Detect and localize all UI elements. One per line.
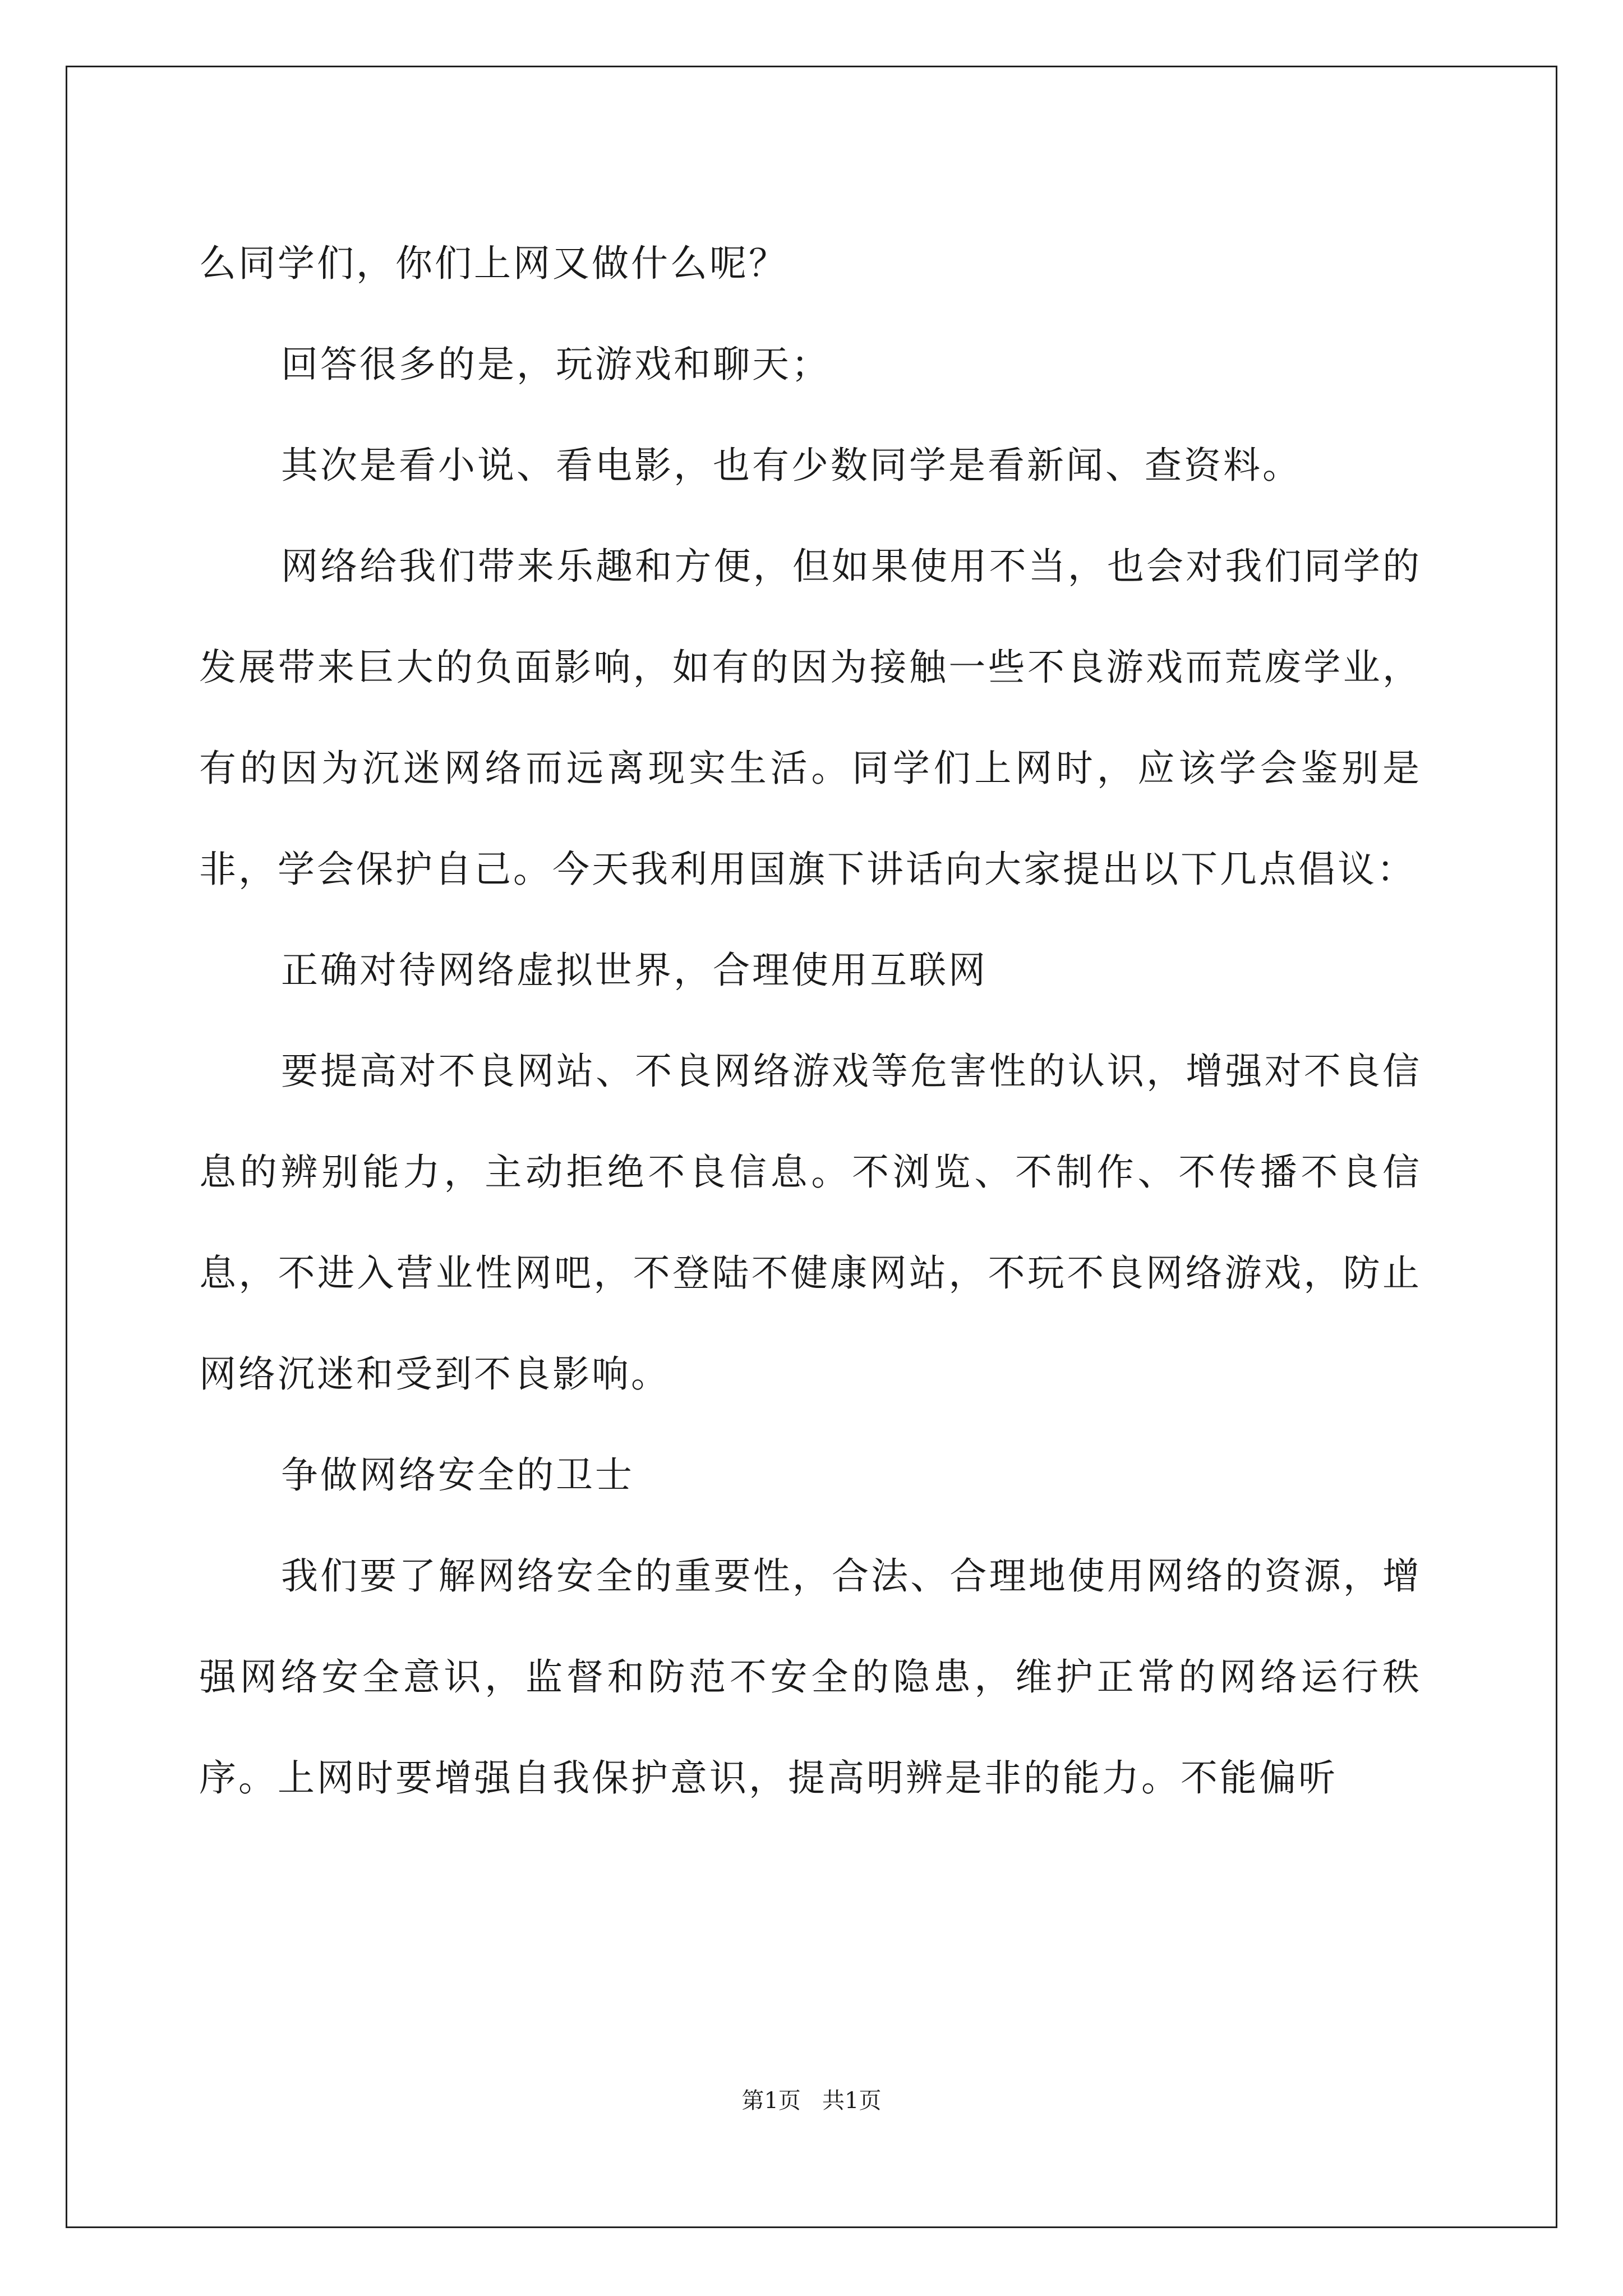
paragraph-1: 么同学们，你们上网又做什么呢？ [199,242,788,285]
paragraph-6: 我们要了解网络安全的重要性，合法、合理地使用网络的资源，增强网络安全意识，监督和防范不安全的隐患，维护正常的网络运行秩序。上网时要增强自我保护意识，提高明辨是非的能力。不能偏听 [199,1554,1422,1800]
document-body [199,213,1422,1829]
section-heading-2: 争做网络安全的卫士 [281,1453,634,1497]
paragraph-5: 要提高对不良网站、不良网络游戏等危害性的认识，增强对不良信息的辨别能力，主动拒绝不良信息。不浏览、不制作、不传播不良信息，不进入营业性网吧，不登陆不健康网站，不玩不良网络游戏，防止网络沉迷和受到不良影响。 [199,1050,1422,1396]
section-heading-1: 正确对待网络虚拟世界，合理使用互联网 [281,949,988,992]
paragraph-3: 其次是看小说、看电影，也有少数同学是看新闻、查资料。 [281,444,1302,487]
paragraph-2: 回答很多的是，玩游戏和聊天； [281,343,831,386]
page-footer: 第1页 共1页 [741,2088,882,2114]
paragraph-4: 网络给我们带来乐趣和方便，但如果使用不当，也会对我们同学的发展带来巨大的负面影响，如有的因为接触一些不良游戏而荒废学业，有的因为沉迷网络而远离现实生活。同学们上网时，应该学会鉴别是非，学会保护自己。今天我利用国旗下讲话向大家提出以下几点倡议： [199,545,1422,891]
